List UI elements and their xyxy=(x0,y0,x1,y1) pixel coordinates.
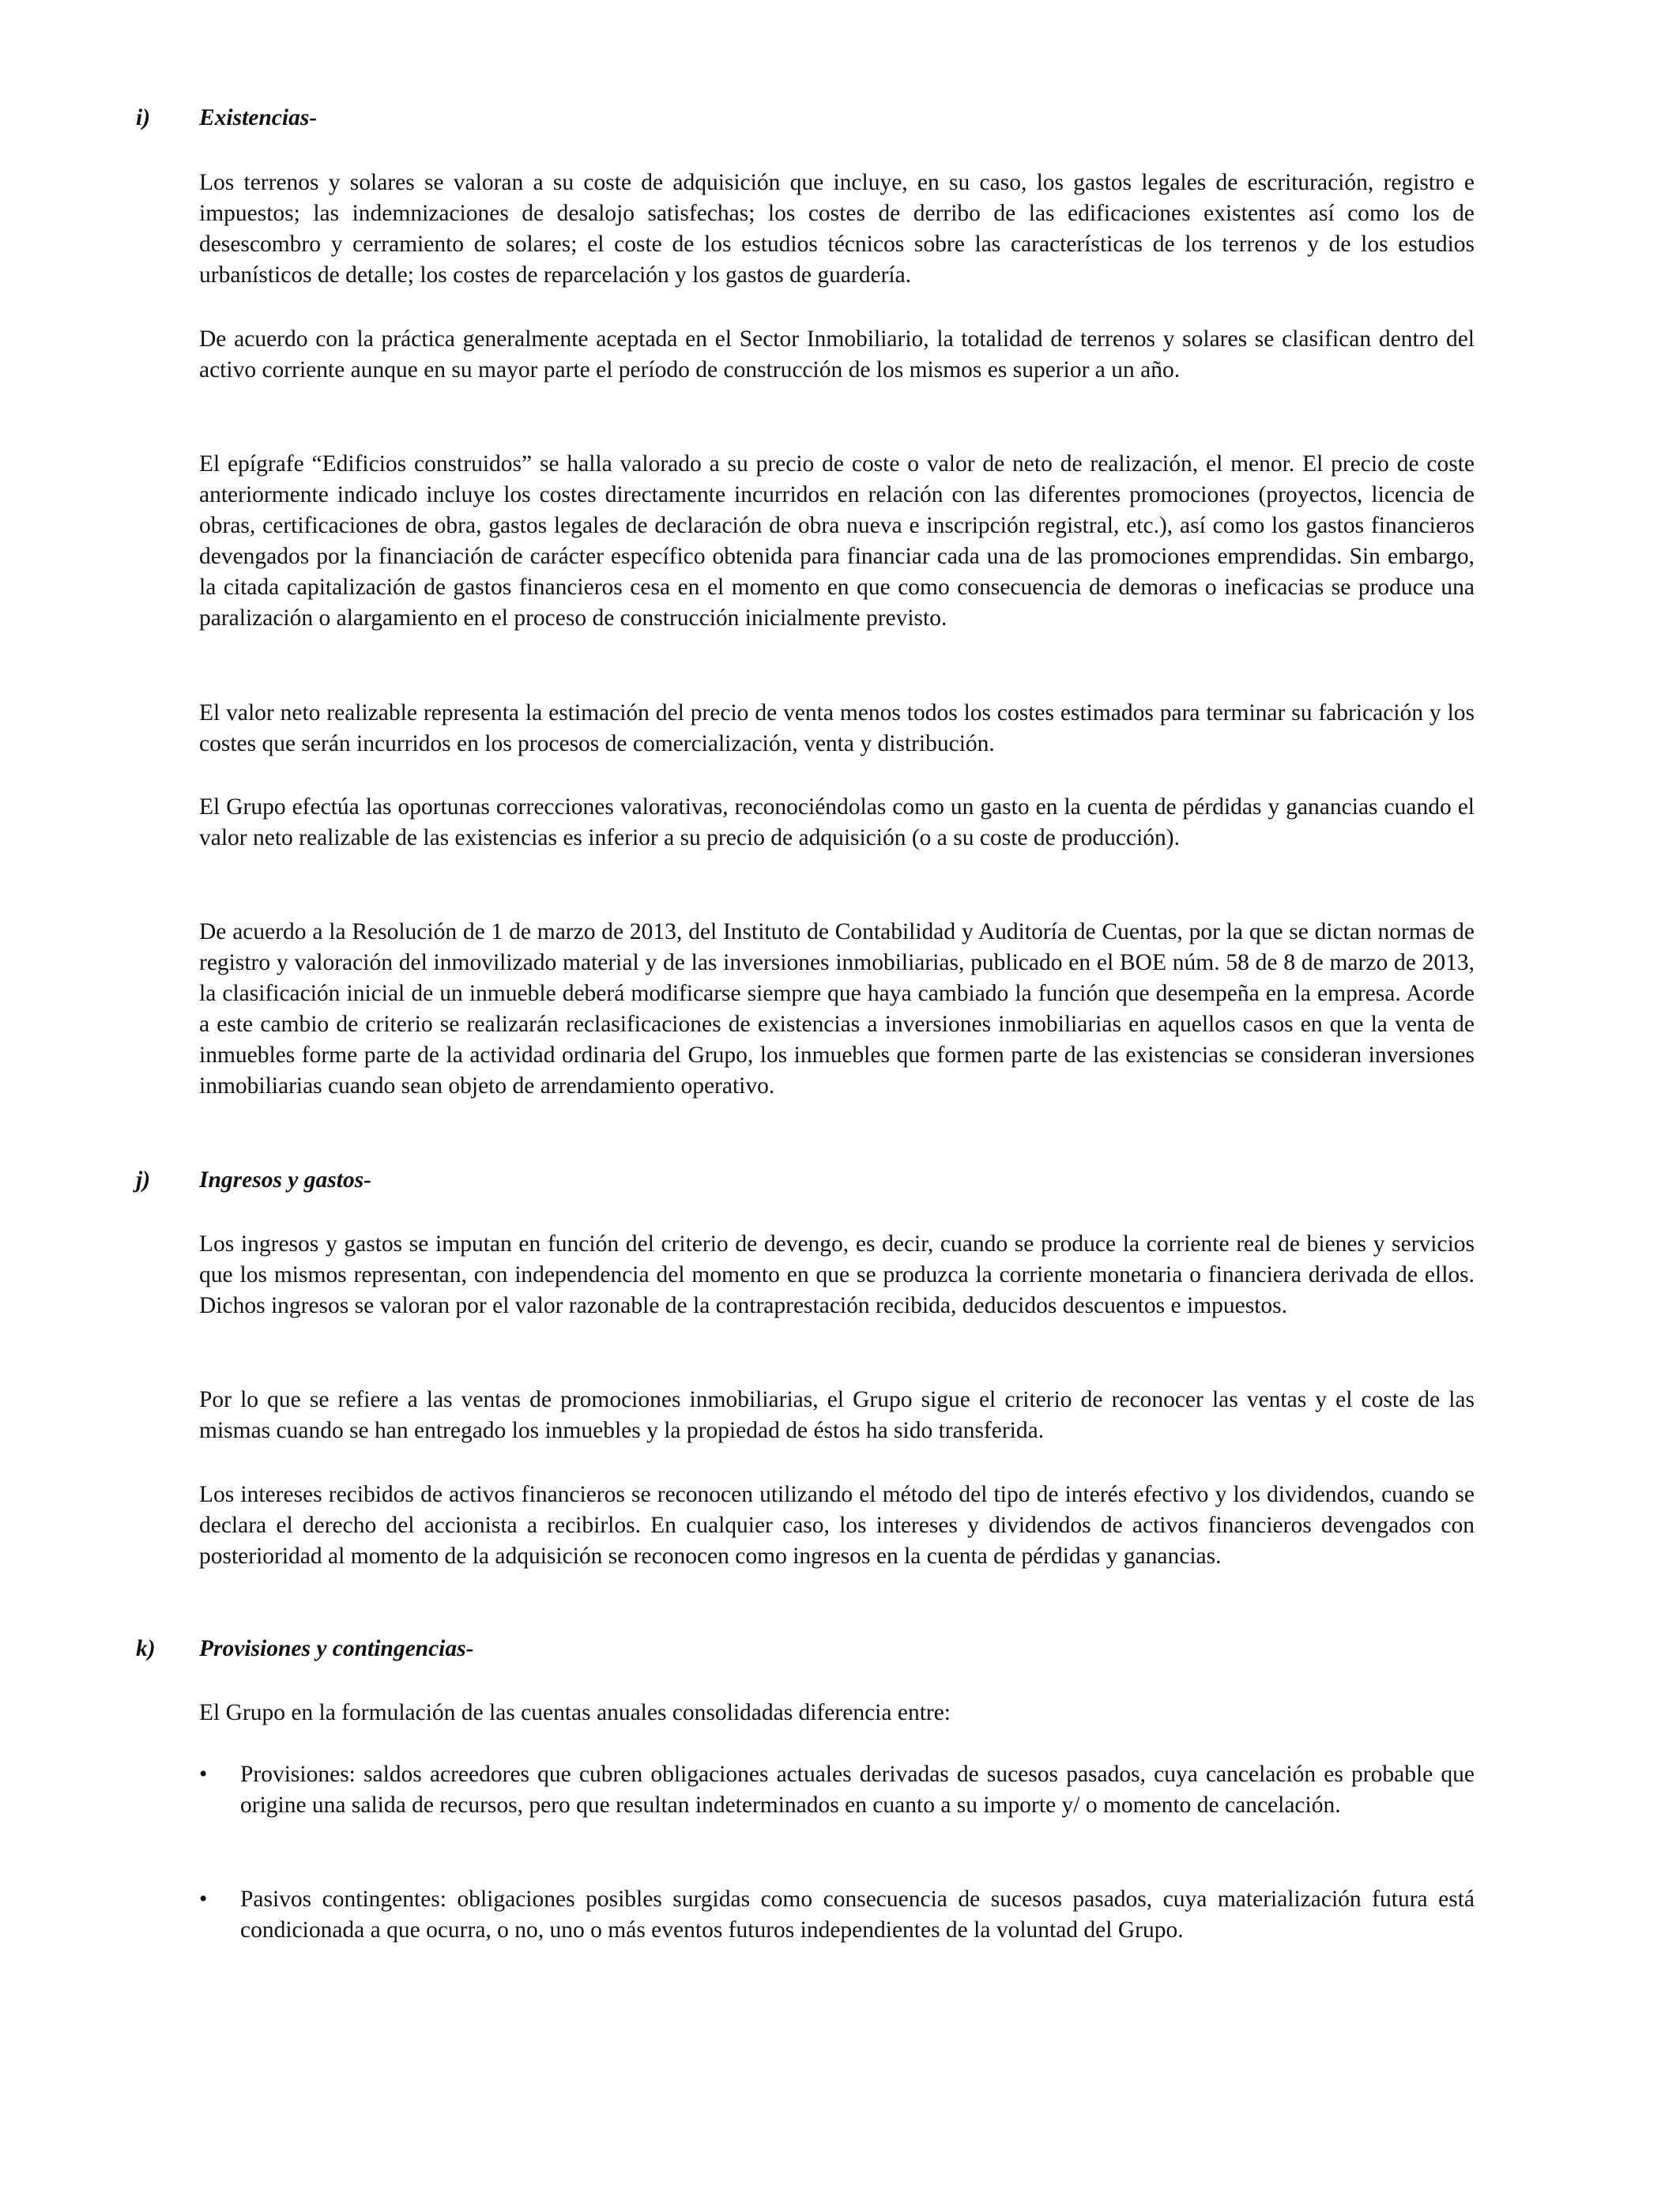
paragraph: El valor neto realizable representa la estimación del precio de venta menos todos los costes estimados para terminar su fabricación y los costes que serán incurridos en los procesos de comercialización, venta y distribución. xyxy=(199,700,1475,756)
section-letter: i) xyxy=(136,105,151,130)
section-letter: k) xyxy=(136,1636,156,1661)
paragraph: El epígrafe “Edificios construidos” se halla valorado a su precio de coste o valor de neto de realización, el menor. El precio de coste anteriormente indicado incluye los costes directamente incurridos en relación con las diferentes promociones (proyectos, licencia de obras, certificaciones de obra, gastos legales de declaración de obra nueva e inscripción registral, etc.), así como los gastos financieros devengados por la financiación de carácter específico obtenida para financiar cada una de las promociones emprendidas. Sin embargo, la citada capitalización de gastos financieros cesa en el momento en que como consecuencia de demoras o ineficacias se produce una paralización o alargamiento en el proceso de construcción inicialmente previsto. xyxy=(199,451,1475,631)
section-heading xyxy=(0,103,1680,134)
section-letter: j) xyxy=(136,1167,151,1193)
section-title: Ingresos y gastos- xyxy=(199,1167,371,1193)
bullet-text: Provisiones: saldos acreedores que cubren obligaciones actuales derivadas de sucesos pasados, cuya cancelación es probable que origine una salida de recursos, pero que resultan indeterminados en cuanto a su importe y/ o momento de cancelación. xyxy=(240,1762,1475,1818)
section-heading xyxy=(0,1634,1680,1665)
paragraph: Por lo que se refiere a las ventas de promociones inmobiliarias, el Grupo sigue el criterio de reconocer las ventas y el coste de las mismas cuando se han entregado los inmuebles y la propiedad de éstos ha sido transferida. xyxy=(199,1387,1475,1443)
paragraph: Los terrenos y solares se valoran a su coste de adquisición que incluye, en su caso, los gastos legales de escrituración, registro e impuestos; las indemnizaciones de desalojo satisfechas; los costes de derribo de las edificaciones existentes así como los de desescombro y cerramiento de solares; el coste de los estudios técnicos sobre las características de los terrenos y de los estudios urbanísticos de detalle; los costes de reparcelación y los gastos de guardería. xyxy=(199,170,1475,288)
section-heading xyxy=(0,1165,1680,1197)
paragraph: De acuerdo con la práctica generalmente aceptada en el Sector Inmobiliario, la totalidad de terrenos y solares se clasifican dentro del activo corriente aunque en su mayor parte el período de construcción de los mismos es superior a un año. xyxy=(199,326,1475,383)
paragraph: El Grupo efectúa las oportunas correcciones valorativas, reconociéndolas como un gasto en la cuenta de pérdidas y ganancias cuando el valor neto realizable de las existencias es inferior a su precio de adquisición (o a su coste de producción). xyxy=(199,794,1475,850)
bullet-icon: • xyxy=(199,1887,208,1912)
paragraph: Los ingresos y gastos se imputan en función del criterio de devengo, es decir, cuando se produce la corriente real de bienes y servicios que los mismos representan, con independencia del momento en que se produzca la corriente monetaria o financiera derivada de ellos. Dichos ingresos se valoran por el valor razonable de la contraprestación recibida, deducidos descuentos e impuestos. xyxy=(199,1231,1475,1318)
bullet-icon: • xyxy=(199,1762,208,1787)
section-title: Existencias- xyxy=(199,105,318,130)
section-title: Provisiones y contingencias- xyxy=(199,1636,474,1661)
paragraph: De acuerdo a la Resolución de 1 de marzo de 2013, del Instituto de Contabilidad y Auditoría de Cuentas, por la que se dictan normas de registro y valoración del inmovilizado material y de las inversiones inmobiliarias, publicado en el BOE núm. 58 de 8 de marzo de 2013, la clasificación inicial de un inmueble deberá modificarse siempre que haya cambiado la función que desempeña en la empresa. Acorde a este cambio de criterio se realizarán reclasificaciones de existencias a inversiones inmobiliarias en aquellos casos en que la venta de inmuebles forme parte de la actividad ordinaria del Grupo, los inmuebles que formen parte de las existencias se consideran inversiones inmobiliarias cuando sean objeto de arrendamiento operativo. xyxy=(199,919,1475,1099)
paragraph: El Grupo en la formulación de las cuentas anuales consolidadas diferencia entre: xyxy=(199,1700,951,1725)
bullet-text: Pasivos contingentes: obligaciones posibles surgidas como consecuencia de sucesos pasados, cuya materialización futura está condicionada a que ocurra, o no, uno o más eventos futuros independientes de la voluntad del Grupo. xyxy=(240,1887,1475,1943)
section-provisiones-contingencias xyxy=(0,1634,1680,1665)
paragraph: Los intereses recibidos de activos financieros se reconocen utilizando el método del tipo de interés efectivo y los dividendos, cuando se declara el derecho del accionista a recibirlos. En cualquier caso, los intereses y dividendos de activos financieros devengados con posterioridad al momento de la adquisición se reconocen como ingresos en la cuenta de pérdidas y ganancias. xyxy=(199,1482,1475,1569)
section-ingresos-gastos xyxy=(0,1165,1680,1197)
section-existencias xyxy=(0,103,1680,134)
